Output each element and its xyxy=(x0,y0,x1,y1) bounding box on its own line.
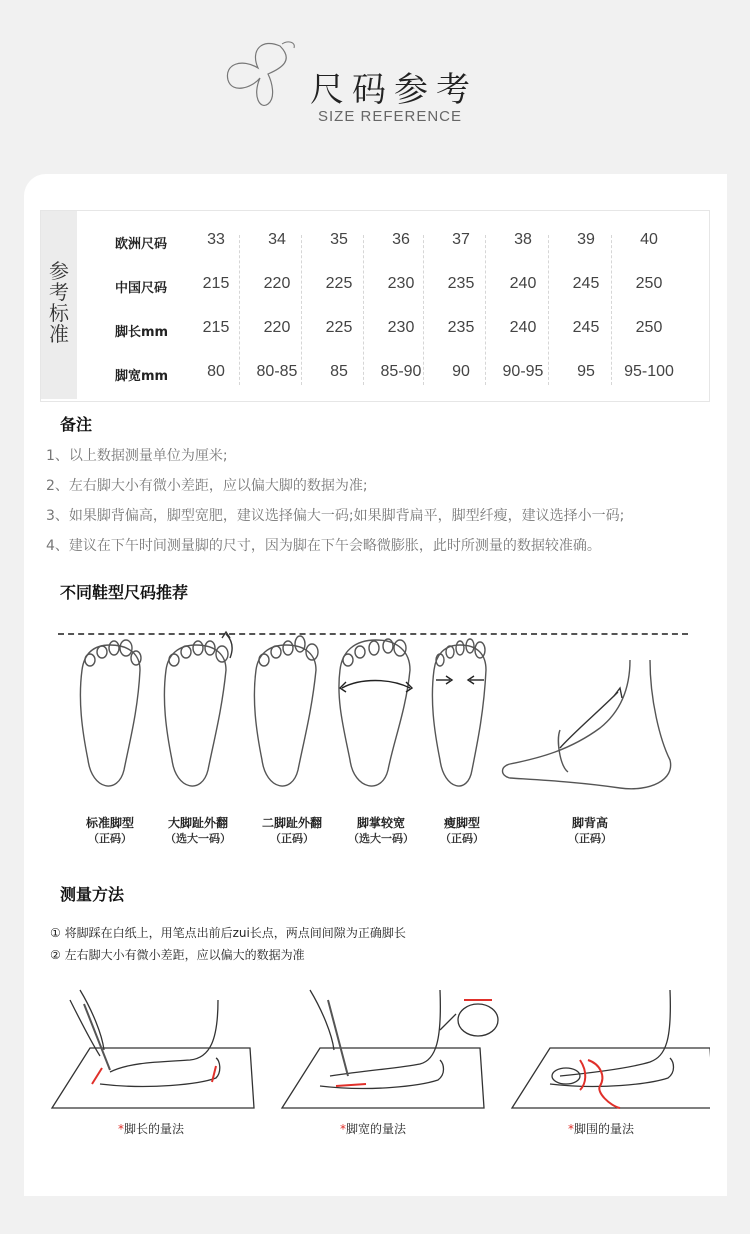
table-cell: 85-90 xyxy=(380,363,422,380)
note-item: 1、以上数据测量单位为厘米; xyxy=(46,448,228,464)
measure-caption: *脚长的量法 xyxy=(118,1122,185,1136)
shoe-type-label: 瘦脚型 xyxy=(443,816,480,830)
table-cell: 230 xyxy=(387,275,415,292)
table-cell: 36 xyxy=(392,231,410,248)
column-divider xyxy=(423,235,425,385)
table-cell: 80-85 xyxy=(256,363,298,380)
side-label-text: 参考标准 xyxy=(49,259,69,346)
table-cell: 240 xyxy=(509,275,537,292)
shoe-type-label: 标准脚型 xyxy=(85,816,134,830)
table-cell: 35 xyxy=(330,231,348,248)
foot-width-measure-icon xyxy=(282,990,498,1108)
table-cell: 220 xyxy=(263,275,291,292)
table-side-label xyxy=(41,211,77,399)
shoe-type-advice: （正码） xyxy=(270,832,314,845)
column-divider xyxy=(611,235,613,385)
page-header xyxy=(0,0,750,175)
column-divider xyxy=(301,235,303,385)
table-cell: 235 xyxy=(447,319,475,336)
table-cell: 39 xyxy=(577,231,595,248)
wide-foot-icon xyxy=(339,639,412,786)
table-cell: 34 xyxy=(268,231,286,248)
foot-types-illustration xyxy=(60,630,700,805)
shoe-type-advice: （正码） xyxy=(568,832,612,845)
table-cell: 95 xyxy=(577,363,595,380)
note-item: 4、建议在下午时间测量脚的尺寸，因为脚在下午会略微膨胀，此时所测量的数据较准确。 xyxy=(46,538,601,554)
shoe-type-label: 大脚趾外翻 xyxy=(167,816,228,830)
shoe-type-advice: （正码） xyxy=(88,832,132,845)
shoe-type-label: 脚掌较宽 xyxy=(356,816,405,830)
column-divider xyxy=(239,235,241,385)
page-subtitle: SIZE REFERENCE xyxy=(318,108,463,125)
page-title: 尺码参考 xyxy=(310,70,478,110)
measure-caption: *脚围的量法 xyxy=(568,1122,635,1136)
table-cell: 95-100 xyxy=(624,363,674,380)
shoe-type-label: 脚背高 xyxy=(571,816,608,830)
table-cell: 90-95 xyxy=(502,363,544,380)
second-toe-foot-icon xyxy=(254,636,318,786)
slim-foot-icon xyxy=(432,639,486,786)
table-cell: 38 xyxy=(514,231,532,248)
size-table xyxy=(40,210,710,402)
table-cell: 90 xyxy=(452,363,470,380)
table-cell: 250 xyxy=(635,275,663,292)
note-item: 3、如果脚背偏高，脚型宽肥，建议选择偏大一码;如果脚背扁平，脚型纤瘦，建议选择小一码; xyxy=(46,508,625,524)
measure-step: ② 左右脚大小有微小差距，应以偏大的数据为准 xyxy=(50,948,305,962)
table-cell: 40 xyxy=(640,231,658,248)
table-cell: 245 xyxy=(572,319,600,336)
column-divider xyxy=(548,235,550,385)
table-cell: 33 xyxy=(207,231,225,248)
measure-illustration xyxy=(40,980,710,1120)
table-cell: 37 xyxy=(452,231,470,248)
shoe-type-advice: （选大一码） xyxy=(348,832,414,845)
table-row-label: 中国尺码 xyxy=(115,281,168,296)
table-cell: 225 xyxy=(325,319,353,336)
table-cell: 235 xyxy=(447,275,475,292)
table-cell: 215 xyxy=(202,275,230,292)
column-divider xyxy=(485,235,487,385)
table-cell: 215 xyxy=(202,319,230,336)
table-cell: 220 xyxy=(263,319,291,336)
column-divider xyxy=(363,235,365,385)
table-cell: 225 xyxy=(325,275,353,292)
note-item: 2、左右脚大小有微小差距，应以偏大脚的数据为准; xyxy=(46,478,368,494)
table-cell: 245 xyxy=(572,275,600,292)
shoe-type-label: 二脚趾外翻 xyxy=(261,816,322,830)
measure-caption: *脚宽的量法 xyxy=(340,1122,407,1136)
butterfly-icon xyxy=(222,38,302,116)
table-cell: 230 xyxy=(387,319,415,336)
foot-length-measure-icon xyxy=(52,990,254,1108)
table-cell: 80 xyxy=(207,363,225,380)
notes-title: 备注 xyxy=(60,415,93,434)
bunion-foot-icon xyxy=(164,632,232,786)
table-cell: 250 xyxy=(635,319,663,336)
foot-girth-measure-icon xyxy=(512,990,710,1108)
shoe-type-advice: （选大一码） xyxy=(165,832,231,845)
measure-title: 测量方法 xyxy=(60,885,125,904)
table-row-label: 脚宽mm xyxy=(115,369,169,384)
standard-foot-icon xyxy=(80,640,141,786)
table-cell: 85 xyxy=(330,363,348,380)
table-row-label: 欧洲尺码 xyxy=(115,237,168,252)
shoe-type-advice: （正码） xyxy=(440,832,484,845)
table-row-label: 脚长mm xyxy=(115,325,169,340)
table-cell: 240 xyxy=(509,319,537,336)
shoe-types-title: 不同鞋型尺码推荐 xyxy=(60,583,189,602)
high-instep-foot-icon xyxy=(503,660,671,789)
measure-step: ① 将脚踩在白纸上，用笔点出前后zui长点，两点间间隙为正确脚长 xyxy=(50,926,406,940)
